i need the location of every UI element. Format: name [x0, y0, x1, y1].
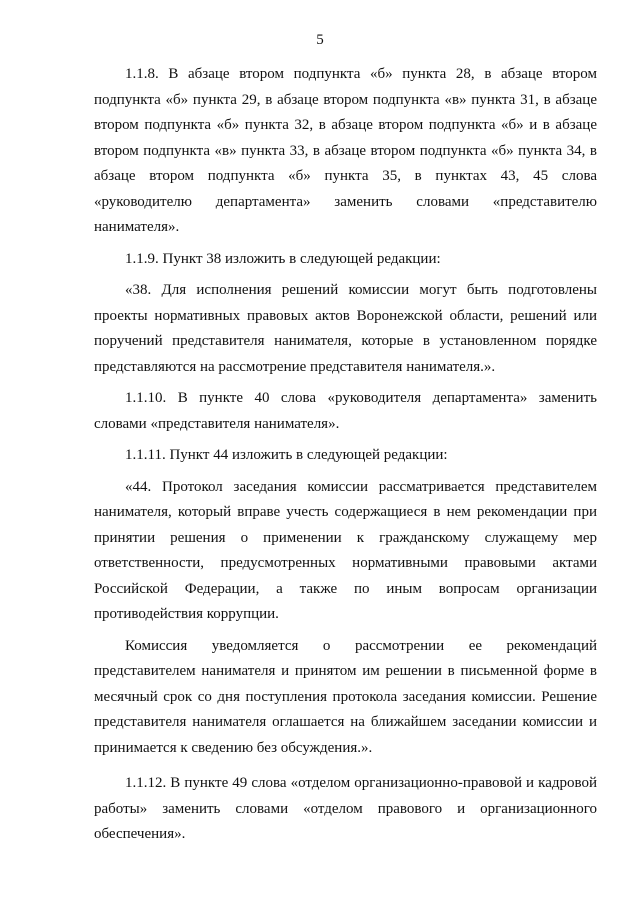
quote-paragraph-44: «44. Протокол заседания комиссии рассматривается представителем нанимателя, который вправе учесть содержащиеся в нем рекомендации при принятии решения о применении к гражданскому служащему мер ответственности, предусмотренных нормативными правовыми актами Российской Федерации, а также по иным вопросам организации противодействия коррупции.: [94, 478, 597, 622]
paragraph-1-1-9: 1.1.9. Пункт 38 изложить в следующей редакции:: [125, 250, 441, 267]
document-body: [94, 62, 597, 854]
paragraph-1-1-11: 1.1.11. Пункт 44 изложить в следующей редакции:: [125, 447, 448, 463]
quote-paragraph-38: «38. Для исполнения решений комиссии могут быть подготовлены проекты нормативных правовых актов Воронежской области, решений или поручений представителя нанимателя, которые в установленном порядке представляются на рассмотрение представителя нанимателя.».: [94, 282, 597, 375]
paragraph-1-1-8: 1.1.8. В абзаце втором подпункта «б» пункта 28, в абзаце втором подпункта «б» пункта 29, в абзаце втором подпункта «в» пункта 31, в абзаце втором подпункта «б» пункта 32, в абзаце втором подпункта «б» и в абзаце втором подпункта «в» пункта 33, в абзаце втором подпункта «б» пункта 34, в абзаце втором подпункта «б» пункта 35, в пунктах 43, 45 слова «руководителю департамента» заменить словами «представителю нанимателя».: [94, 66, 597, 235]
page-number: 5: [316, 32, 324, 48]
quote-paragraph-44-commission: Комиссия уведомляется о рассмотрении ее рекомендаций представителем нанимателя и принятом им решении в письменной форме в месячный срок со дня поступления протокола заседания комиссии. Решение представителя нанимателя оглашается на ближайшем заседании комиссии и принимается к сведению без обсуждения.».: [94, 637, 597, 756]
paragraph-1-1-12: 1.1.12. В пункте 49 слова «отделом организационно-правовой и кадровой работы» заменить словами «отделом правового и организационного обеспечения».: [94, 775, 597, 842]
paragraph-1-1-10: 1.1.10. В пункте 40 слова «руководителя департамента» заменить словами «представителя нанимателя».: [94, 390, 597, 432]
